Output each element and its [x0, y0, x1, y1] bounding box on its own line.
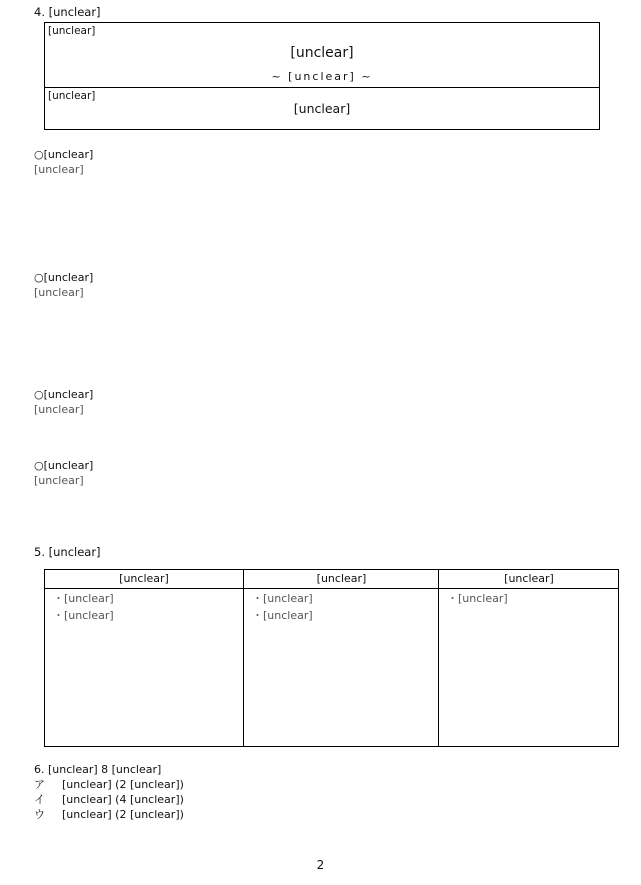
paragraph-heading: ○[unclear] — [34, 388, 94, 401]
column-header: [unclear] — [316, 572, 367, 585]
plan-text: [unclear] (2 [unclear]) — [62, 808, 184, 821]
section-6-heading: 6. [unclear] 8 [unclear] — [34, 763, 162, 776]
column-header: [unclear] — [504, 572, 554, 585]
paragraph-body: [unclear] — [34, 474, 84, 487]
paragraph-block-4 — [34, 458, 619, 488]
research-label: [unclear] — [48, 25, 96, 37]
paragraph-body: [unclear] — [34, 403, 84, 416]
column-items — [252, 592, 433, 625]
paragraph-body: [unclear] — [34, 163, 84, 176]
plan-marker: ウ — [34, 808, 45, 821]
section-5-heading: 5. [unclear] — [34, 545, 101, 559]
plan-text: [unclear] (2 [unclear]) — [62, 778, 184, 791]
research-subtitle: ~ [unclear] ~ — [271, 70, 373, 83]
section-4-heading: 4. [unclear] — [34, 5, 101, 19]
plan-text: [unclear] (4 [unclear]) — [62, 793, 184, 806]
research-title: [unclear] — [290, 45, 354, 61]
criteria-item: ・[unclear] — [53, 592, 114, 605]
criteria-item: ・[unclear] — [252, 608, 313, 622]
table-column-3 — [438, 570, 619, 746]
page-number: 2 — [316, 858, 325, 872]
criteria-item: ・[unclear] — [447, 592, 508, 605]
plan-marker: イ — [34, 793, 45, 806]
plan-item — [34, 807, 619, 822]
section-6 — [34, 762, 619, 822]
plan-marker: ア — [34, 778, 45, 791]
paragraph-heading: ○[unclear] — [34, 148, 94, 161]
table-column-2 — [243, 570, 439, 746]
paragraph-block-1 — [34, 147, 619, 177]
group-label: [unclear] — [48, 90, 96, 102]
research-theme-box — [44, 22, 600, 130]
column-header: [unclear] — [119, 572, 169, 585]
paragraph-heading: ○[unclear] — [34, 271, 94, 284]
paragraph-heading: ○[unclear] — [34, 459, 94, 472]
table-column-1 — [45, 570, 243, 746]
paragraph-body: [unclear] — [34, 286, 84, 299]
box-divider — [45, 87, 599, 88]
criteria-item: ・[unclear] — [53, 608, 114, 622]
plan-item — [34, 792, 619, 807]
column-items — [447, 592, 613, 609]
column-items — [53, 592, 237, 625]
paragraph-block-3 — [34, 387, 619, 417]
plan-item — [34, 777, 619, 792]
paragraph-block-2 — [34, 270, 619, 300]
criteria-item: ・[unclear] — [252, 592, 313, 605]
evaluation-criteria-table — [44, 569, 619, 747]
group-theme: [unclear] — [293, 101, 351, 116]
